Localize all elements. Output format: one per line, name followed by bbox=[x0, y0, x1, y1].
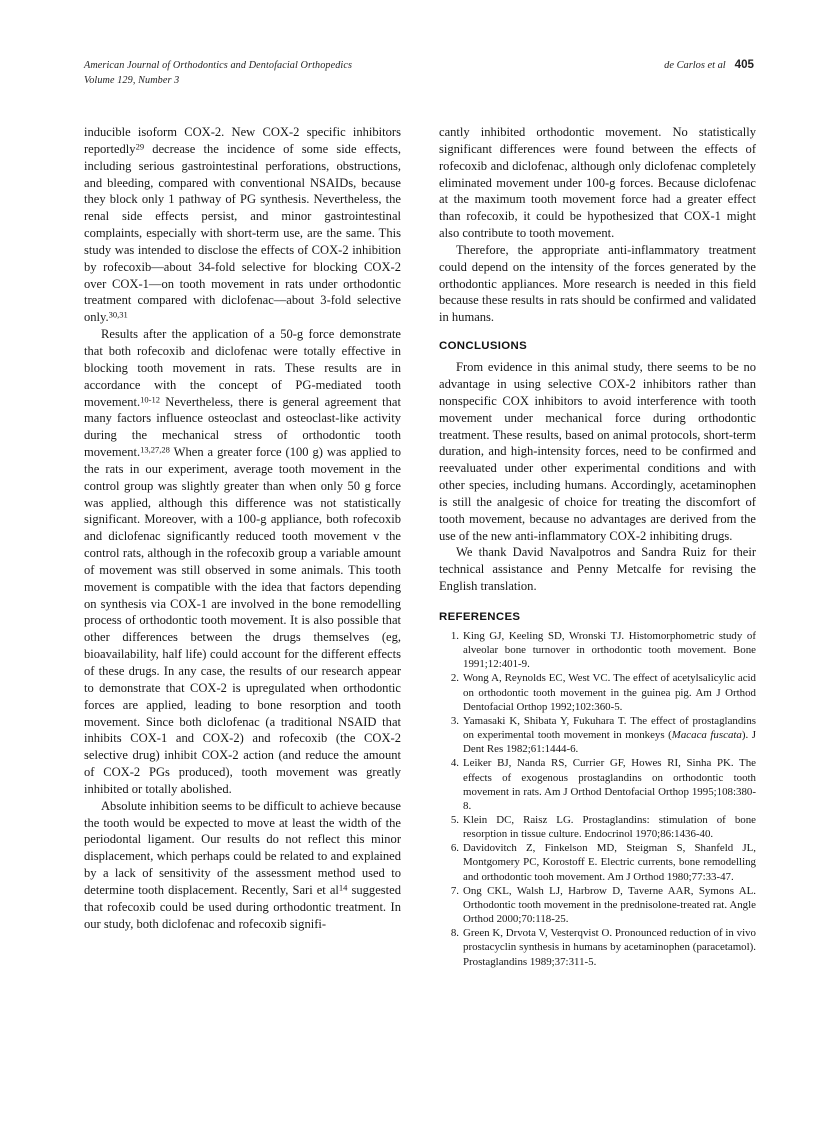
body-paragraph: Therefore, the appropriate anti-inflammatory treatment could depend on the intensity of the forces generated by the orthodontic appliances. More research is needed in this field because these results in rats should be confirmed and validated in humans. bbox=[439, 242, 756, 325]
reference-item: Ong CKL, Walsh LJ, Harbrow D, Taverne AAR, Symons AL. Orthodontic tooth movement in the prednisolone-treated rat. Angle Orthod 2000;70:118-25. bbox=[463, 884, 756, 926]
body-paragraph: Results after the application of a 50-g force demonstrate that both rofecoxib and diclofenac were totally effective in blocking tooth movement in rats. These results are in accordance with the concept of PG-mediated tooth movement.$^{10-12}$ Nevertheless, there is general agreement that many factors influence osteoclast and osteoclast-like activity during the mechanical stress of orthodontic tooth movement.$^{13,27,28}$ When a greater force (100 g) was applied to the rats in our experiment, average tooth movement in the control group was slightly greater than when only 50 g force was applied, although this difference was not statistically significant. Moreover, with a 100-g appliance, both rofecoxib and diclofenac significantly reduced tooth movement v the control rats, although in the rofecoxib group a variable amount of movement was still observed in some animals. This tooth movement is compatible with the idea that factors depending on synthesis via COX-1 are involved in the bone remodelling process of orthodontic tooth movement. It is also possible that other differences between the drugs themselves (eg, bioavailability, half life) could account for the different effects of these drugs. In any case, the results of our research appear to demonstrate that COX-2 is upregulated when orthodontic forces are applied, leading to bone resorption and tooth movement. Since both diclofenac (a traditional NSAID that inhibits COX-1 and COX-2) and rofecoxib (the COX-2 selective drug) inhibit COX-2 action (and reduce the amount of COX-2 PGs produced), tooth movement was greatly inhibited or totally abolished. bbox=[84, 327, 401, 796]
conclusions-paragraph: From evidence in this animal study, there seems to be no advantage in using selective COX-2 inhibitors rather than nonspecific COX inhibitors to avoid interference with tooth movement under mechanical force during orthodontic treatment. These results, based on animal protocols, short-term duration, and high-intensity forces, need to be confirmed and reevaluated under other experimental conditions and with other species, including humans. Accordingly, acetaminophen is still the analgesic of choice for treating the discomfort of tooth movement, because no advantages are derived from the use of the new anti-inflammatory COX-2 inhibiting drugs. bbox=[439, 360, 756, 543]
reference-marker: 13,27,28 bbox=[140, 444, 170, 455]
references-list bbox=[439, 629, 756, 969]
reference-item: Wong A, Reynolds EC, West VC. The effect of acetylsalicylic acid on orthodontic tooth movement in the guinea pig. Am J Orthod Dentofacial Orthop 1992;102:360-5. bbox=[463, 672, 756, 713]
reference-marker: 10-12 bbox=[140, 393, 160, 404]
column-left bbox=[84, 124, 401, 1074]
reference-item: Yamasaki K, Shibata Y, Fukuhara T. The effect of prostaglandins on experimental tooth movement in monkeys (Macaca fuscata). J Dent Res 1982;61:1444-6. bbox=[463, 714, 756, 756]
running-head-journal bbox=[84, 58, 352, 88]
body-paragraph: cantly inhibited orthodontic movement. No statistically significant differences were found between the effects of rofecoxib and diclofenac, although only diclofenac completely eliminated movement under 100-g forces. Because diclofenac at the maximum tooth movement force had a greater effect than rofecoxib, it could be hypothesized that COX-1 might also contribute to tooth movement. bbox=[439, 125, 756, 241]
two-column-body bbox=[84, 124, 756, 1074]
reference-marker: 30,31 bbox=[108, 309, 128, 320]
reference-item: Green K, Drvota V, Vesterqvist O. Pronounced reduction of in vivo prostacyclin synthesis in humans by acetaminophen (paracetamol). Prostaglandins 1989;37:311-5. bbox=[463, 927, 756, 968]
running-head-journal-title: American Journal of Orthodontics and Dentofacial Orthopedics bbox=[84, 60, 353, 71]
body-paragraph: Absolute inhibition seems to be difficult to achieve because the tooth would be expected to move at least the width of the periodontal ligament. Our results do not reflect this minor displacement, which perhaps could be related to and explained by a lack of sensitivity of the assessment method used to determine tooth displacement. Recently, Sari et $al^{14}$ suggested that rofecoxib could be used during orthodontic treatment. In our study, both diclofenac and rofecoxib signifi- bbox=[84, 798, 401, 931]
running-head-right bbox=[664, 58, 754, 71]
acknowledgment-paragraph: We thank David Navalpotros and Sandra Ruiz for their technical assistance and Penny Metcalfe for revising the English translation. bbox=[439, 545, 756, 594]
body-paragraph: inducible isoform COX-2. New COX-2 specific inhibitors reportedly$^{29}$ decrease the incidence of some side effects, including serious gastrointestinal perforations, obstructions, and bleeding, compared with conventional NSAIDs, because they block only 1 pathway of PG synthesis. Nevertheless, the renal side effects persist, and minor gastrointestinal complaints, especially with short-term use, are the same. This study was intended to disclose the effects of COX-2 inhibition by rofecoxib—about 34-fold selective for blocking COX-2 over COX-1—on tooth movement in rats under orthodontic treatment compared with diclofenac—about 3-fold selective only.$^{30,31}$ bbox=[84, 125, 401, 325]
reference-item: King GJ, Keeling SD, Wronski TJ. Histomorphometric study of alveolar bone turnover in orthodontic tooth movement. Bone 1991;12:401-9. bbox=[463, 629, 756, 671]
column-right bbox=[439, 124, 756, 1074]
page-number: 405 bbox=[734, 58, 754, 71]
reference-marker: 14 bbox=[338, 882, 348, 893]
italic-text: Macaca fuscata bbox=[671, 729, 742, 742]
references-heading: REFERENCES bbox=[439, 610, 521, 623]
running-head-authors: de Carlos et al bbox=[664, 60, 726, 71]
running-head bbox=[84, 58, 754, 88]
reference-marker: 29 bbox=[135, 141, 145, 152]
running-head-volume-issue: Volume 129, Number 3 bbox=[84, 75, 180, 86]
conclusions-heading: CONCLUSIONS bbox=[439, 340, 528, 353]
reference-item: Davidovitch Z, Finkelson MD, Steigman S, Shanfeld JL, Montgomery PC, Korostoff E. Electric currents, bone remodelling and orthodontic tooh movement. Am J Orthod 1980;77:33-47. bbox=[463, 842, 756, 883]
reference-item: Leiker BJ, Nanda RS, Currier GF, Howes RI, Sinha PK. The effects of exogenous prostaglandins on orthodontic tooth movement in rats. Am J Orthod Dentofacial Orthop 1995;108:380-8. bbox=[463, 757, 756, 812]
reference-item: Klein DC, Raisz LG. Prostaglandins: stimulation of bone resorption in tissue culture. Endocrinol 1970;86:1436-40. bbox=[463, 813, 756, 841]
